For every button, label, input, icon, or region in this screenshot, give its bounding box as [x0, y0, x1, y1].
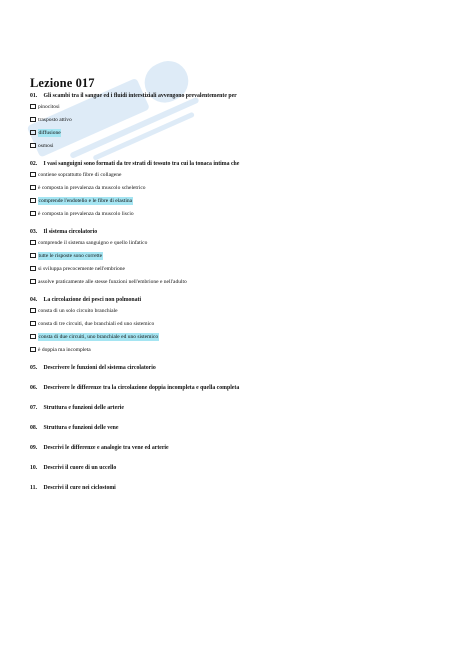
option-label-highlighted: diffusione — [38, 129, 61, 136]
option-label-highlighted: consta di due circuiti, uno branchiale ed uno sistemico — [38, 333, 159, 340]
option-label: contiene soprattutto fibre di collagene — [38, 171, 122, 178]
question-number: 03. — [30, 229, 38, 235]
option-label: osmosi — [38, 142, 54, 149]
question-list — [30, 92, 450, 496]
answer-option — [30, 343, 450, 356]
answer-option-correct — [30, 330, 450, 343]
question-text: Descrivi il cuore di un uccello — [43, 465, 117, 471]
question-number: 06. — [30, 385, 38, 391]
answer-checkbox[interactable] — [30, 198, 36, 204]
question-text: Descrivere le funzioni del sistema circolatorio — [43, 365, 156, 371]
answer-checkbox[interactable] — [30, 308, 36, 314]
question-number: 02. — [30, 161, 38, 167]
answer-checkbox[interactable] — [30, 279, 36, 285]
question-text: Struttura e funzioni delle arterie — [43, 405, 124, 411]
question-text: Descrivere le differenze tra la circolazione doppia incompleta e quella completa — [43, 385, 240, 391]
answer-option — [30, 113, 450, 126]
answer-checkbox[interactable] — [30, 240, 36, 246]
open-question-6 — [30, 384, 450, 396]
answer-checkbox[interactable] — [30, 266, 36, 272]
question-text: La circolazione dei pesci non polmonati — [43, 297, 142, 303]
open-question-8 — [30, 424, 450, 436]
answer-checkbox[interactable] — [30, 185, 36, 191]
answer-option-correct — [30, 194, 450, 207]
question-number: 08. — [30, 425, 38, 431]
answer-option — [30, 100, 450, 113]
option-label: consta di un solo circuito branchiale — [38, 307, 118, 314]
option-label-highlighted: comprende l'endotelio e le fibre di elastina — [38, 197, 133, 204]
open-question-5 — [30, 364, 450, 376]
answer-checkbox[interactable] — [30, 143, 36, 149]
open-question-10 — [30, 464, 450, 476]
question-heading — [30, 228, 450, 236]
answer-option — [30, 304, 450, 317]
answer-option — [30, 207, 450, 220]
question-text: Il sistema circolatorio — [43, 229, 98, 235]
answer-checkbox[interactable] — [30, 347, 36, 353]
question-text: I vasi sanguigni sono formati da tre strati di tessuto tra cui la tonaca intima che — [43, 161, 240, 167]
option-label: consta di tre circuiti, due branchiali ed uno sistemico — [38, 320, 155, 327]
open-question-11 — [30, 484, 450, 496]
option-label-highlighted: tutte le risposte sono corrette — [38, 252, 103, 259]
question-heading — [30, 92, 450, 100]
question-2 — [30, 160, 450, 220]
option-label: si sviluppa precocemente nell'embrione — [38, 265, 125, 272]
option-label: è composta in prevalenza da muscolo scheletrico — [38, 184, 146, 191]
question-text: Gli scambi tra il sangue ed i fluidi interstiziali avvengono prevalentemente per — [43, 93, 237, 99]
answer-option — [30, 168, 450, 181]
option-label: trasposto attivo — [38, 116, 72, 123]
answer-option-correct — [30, 126, 450, 139]
answer-checkbox[interactable] — [30, 117, 36, 123]
answer-option — [30, 317, 450, 330]
answer-checkbox[interactable] — [30, 253, 36, 259]
open-question-9 — [30, 444, 450, 456]
answer-option-correct — [30, 249, 450, 262]
question-number: 09. — [30, 445, 38, 451]
question-text: Struttura e funzioni delle vene — [43, 425, 119, 431]
answer-option — [30, 139, 450, 152]
option-label: è doppia ma incompleta — [38, 346, 91, 353]
question-heading — [30, 160, 450, 168]
open-question-7 — [30, 404, 450, 416]
question-number: 07. — [30, 405, 38, 411]
question-number: 11. — [30, 485, 37, 491]
answer-checkbox[interactable] — [30, 211, 36, 217]
option-label: è composta in prevalenza da muscolo liscio — [38, 210, 134, 217]
question-heading — [30, 296, 450, 304]
question-1 — [30, 92, 450, 152]
question-number: 04. — [30, 297, 38, 303]
question-number: 10. — [30, 465, 38, 471]
question-text: Descrivi le differenze e analogie tra vene ed arterie — [43, 445, 169, 451]
option-label: assolve praticamente alle stesse funzioni nell'embrione e nell'adulto — [38, 278, 187, 285]
answer-option — [30, 275, 450, 288]
answer-option — [30, 236, 450, 249]
question-text: Descrivi il cure nei ciclostomi — [43, 485, 116, 491]
lesson-title: Lezione 017 — [30, 76, 95, 90]
question-4 — [30, 296, 450, 356]
answer-option — [30, 181, 450, 194]
option-label: comprende il sistema sanguigno e quello linfatico — [38, 239, 148, 246]
answer-checkbox[interactable] — [30, 334, 36, 340]
option-label: pinocitosi — [38, 103, 60, 110]
question-number: 01. — [30, 93, 38, 99]
answer-option — [30, 262, 450, 275]
answer-checkbox[interactable] — [30, 321, 36, 327]
answer-checkbox[interactable] — [30, 104, 36, 110]
answer-checkbox[interactable] — [30, 130, 36, 136]
answer-checkbox[interactable] — [30, 172, 36, 178]
question-3 — [30, 228, 450, 288]
question-number: 05. — [30, 365, 38, 371]
